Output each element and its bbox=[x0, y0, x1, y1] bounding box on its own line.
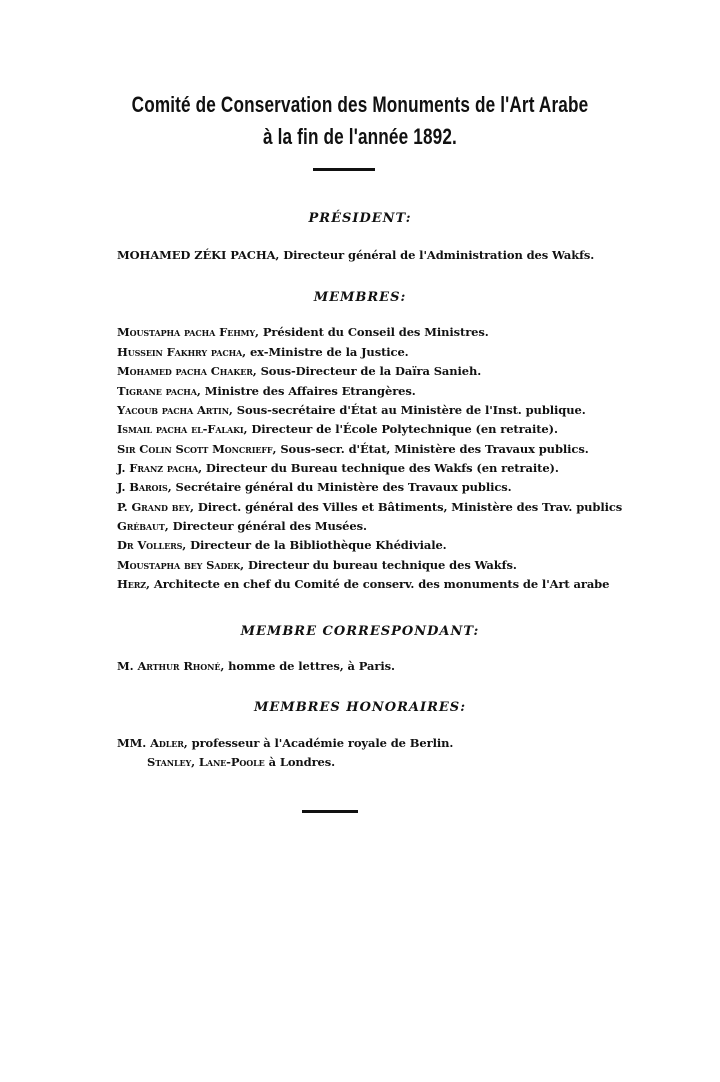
member-name: J. Barois, bbox=[117, 480, 172, 494]
member-desc: Sous-Directeur de la Daïra Sanieh. bbox=[260, 364, 482, 378]
honoraire-line bbox=[147, 755, 335, 769]
member-name: Moustapha bey Sadek, bbox=[117, 558, 245, 572]
honoraires-prefix: MM. bbox=[117, 736, 147, 750]
member-desc: Sous-secrétaire d'État au Ministère de l'Inst. publique. bbox=[236, 403, 586, 417]
member-line bbox=[117, 345, 409, 359]
member-desc: Architecte en chef du Comité de conserv. des monuments de l'Art arabe bbox=[153, 577, 610, 591]
member-name: Yacoub pacha Artin, bbox=[117, 403, 233, 417]
honoraire-line bbox=[117, 736, 453, 750]
member-desc: ex-Ministre de la Justice. bbox=[249, 345, 409, 359]
member-name: Herz, bbox=[117, 577, 150, 591]
member-desc: Président du Conseil des Ministres. bbox=[262, 325, 489, 339]
honoraire-name: Adler, bbox=[150, 736, 188, 750]
president-desc: Directeur général de l'Administration des Wakfs. bbox=[283, 248, 595, 262]
president-line bbox=[117, 248, 594, 262]
member-line bbox=[117, 500, 622, 514]
member-line bbox=[117, 558, 517, 572]
divider-top bbox=[313, 168, 375, 171]
member-line bbox=[117, 364, 481, 378]
correspondant-heading: MEMBRE CORRESPONDANT: bbox=[240, 624, 480, 639]
member-name: Tigrane pacha, bbox=[117, 384, 201, 398]
title-line-2: à la fin de l'année 1892. bbox=[263, 124, 457, 149]
correspondant-line bbox=[117, 659, 395, 673]
divider-bottom bbox=[302, 810, 358, 813]
president-heading: PRÉSIDENT: bbox=[308, 211, 412, 226]
member-desc: Directeur de la Bibliothèque Khédiviale. bbox=[190, 538, 447, 552]
member-line bbox=[117, 422, 558, 436]
member-desc: Directeur de l'École Polytechnique (en retraite). bbox=[251, 422, 558, 436]
member-line bbox=[117, 519, 367, 533]
honoraire-name: Stanley, Lane-Poole bbox=[147, 755, 265, 769]
correspondant-prefix: M. bbox=[117, 659, 134, 673]
member-desc: Ministre des Affaires Etrangères. bbox=[204, 384, 416, 398]
member-line bbox=[117, 442, 589, 456]
honoraires-heading: MEMBRES HONORAIRES: bbox=[254, 700, 466, 715]
member-name: Hussein Fakhry pacha, bbox=[117, 345, 247, 359]
member-desc: Directeur du bureau technique des Wakfs. bbox=[247, 558, 517, 572]
member-desc: Sous-secr. d'État, Ministère des Travaux publics. bbox=[280, 442, 589, 456]
member-name: Mohamed pacha Chaker, bbox=[117, 364, 257, 378]
member-desc: Directeur général des Musées. bbox=[172, 519, 367, 533]
member-name: Moustapha pacha Fehmy, bbox=[117, 325, 259, 339]
member-desc: Directeur du Bureau technique des Wakfs (en retraite). bbox=[205, 461, 559, 475]
member-name: J. Franz pacha, bbox=[117, 461, 203, 475]
member-name: Grébaut, bbox=[117, 519, 169, 533]
title-line-1: Comité de Conservation des Monuments de l'Art Arabe bbox=[131, 92, 589, 117]
member-line bbox=[117, 403, 586, 417]
honoraire-desc: à Londres. bbox=[268, 755, 336, 769]
membres-heading: MEMBRES: bbox=[313, 290, 407, 305]
president-name: MOHAMED ZÉKI PACHA, bbox=[117, 248, 280, 262]
member-desc: Secrétaire général du Ministère des Travaux publics. bbox=[175, 480, 512, 494]
correspondant-desc: homme de lettres, à Paris. bbox=[228, 659, 395, 673]
member-name: Sir Colin Scott Moncrieff, bbox=[117, 442, 277, 456]
member-desc: Direct. général des Villes et Bâtiments, Ministère des Trav. publics bbox=[197, 500, 623, 514]
correspondant-name: Arthur Rhoné, bbox=[137, 659, 225, 673]
member-line bbox=[117, 461, 559, 475]
member-name: P. Grand bey, bbox=[117, 500, 194, 514]
member-name: Ismail pacha el-Falaki, bbox=[117, 422, 248, 436]
member-line bbox=[117, 384, 416, 398]
honoraire-desc: professeur à l'Académie royale de Berlin. bbox=[191, 736, 454, 750]
member-name: Dr Vollers, bbox=[117, 538, 187, 552]
member-line bbox=[117, 577, 609, 591]
member-line bbox=[117, 325, 489, 339]
member-line bbox=[117, 538, 447, 552]
member-line bbox=[117, 480, 512, 494]
